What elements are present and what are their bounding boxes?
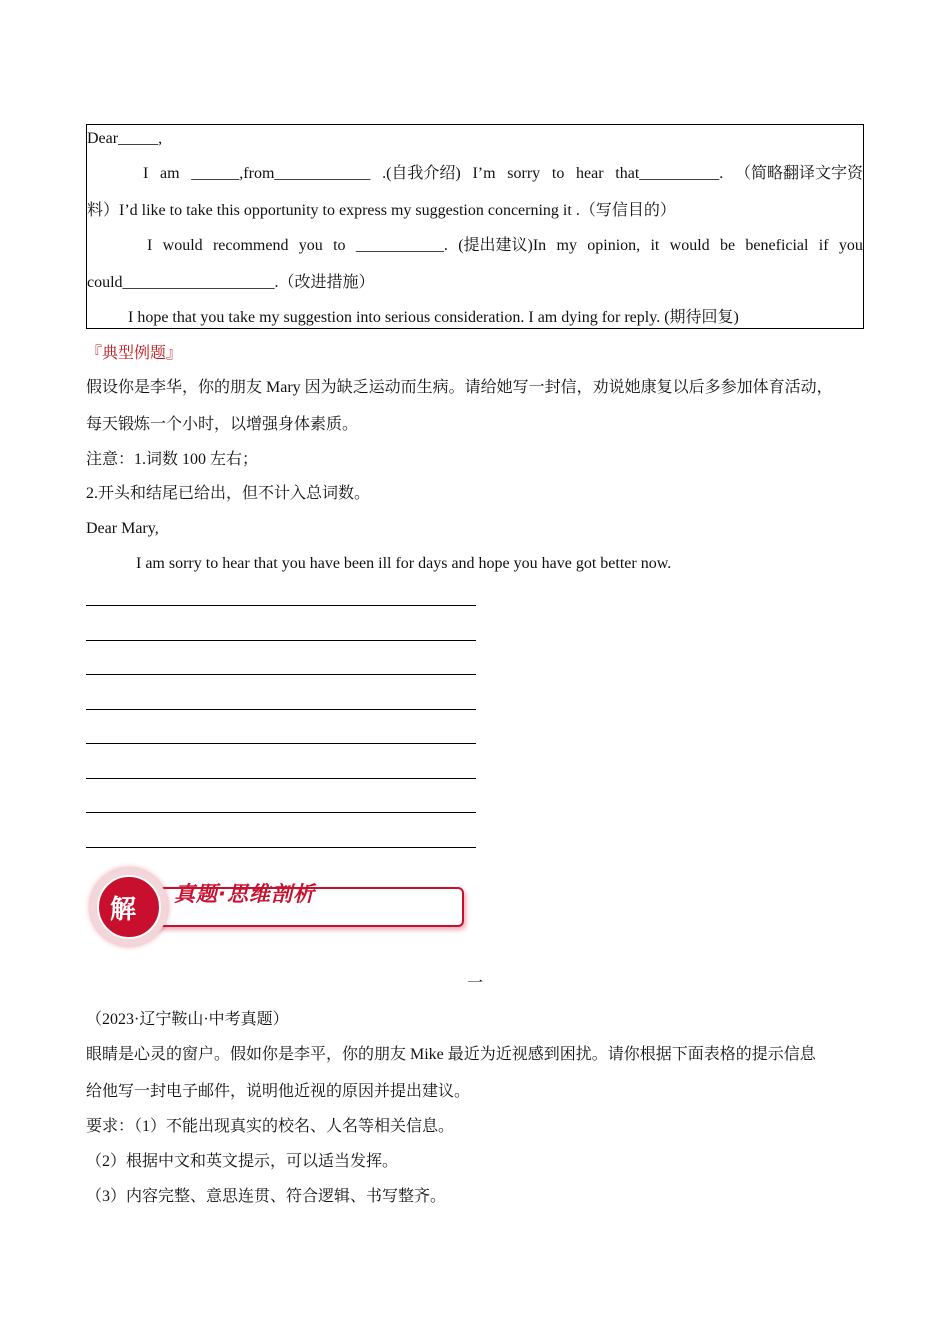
template-word: if <box>818 237 829 254</box>
answer-line[interactable] <box>86 605 476 606</box>
example-salutation: Dear Mary, <box>86 520 159 537</box>
template-word: that__________. <box>615 165 724 182</box>
letter-template-box <box>86 124 864 329</box>
badge-char: 解 <box>110 895 137 925</box>
template-word: recommend <box>212 237 289 254</box>
template-word: to <box>551 165 565 182</box>
question-prompt-line-2: 给他写一封电子邮件，说明他近视的原因并提出建议。 <box>86 1083 471 1100</box>
example-heading: 『典型例题』 <box>86 345 183 362</box>
template-word: .(自我介绍) <box>382 165 461 182</box>
answer-line[interactable] <box>86 709 476 710</box>
example-prompt-line-2: 每天锻炼一个小时，以增强身体素质。 <box>86 416 359 433</box>
answer-line[interactable] <box>86 778 476 779</box>
example-note-1: 注意：1.词数 100 左右； <box>86 451 259 468</box>
template-measures-line: could___________________.（改进措施） <box>87 274 375 291</box>
answer-line[interactable] <box>86 743 476 744</box>
template-word: (提出建议)In <box>458 237 547 254</box>
answer-line[interactable] <box>86 674 476 675</box>
template-word: I <box>143 165 149 182</box>
example-prompt-line-1: 假设你是李华，你的朋友 Mary 因为缺乏运动而生病。请给她写一封信，劝说她康复以后多参加体育活动， <box>86 379 833 396</box>
section-badge <box>88 863 388 943</box>
template-word: to <box>333 237 346 254</box>
template-word: would <box>669 237 710 254</box>
template-word: it <box>650 237 660 254</box>
template-word: be <box>719 237 736 254</box>
badge-title: 真题·思维剖析 <box>174 882 315 906</box>
requirement-3: （3）内容完整、意思连贯、符合逻辑、书写整齐。 <box>86 1188 447 1205</box>
template-word: sorry <box>507 165 541 182</box>
template-word: ___________. <box>355 237 448 254</box>
template-purpose-line: 料）I’d like to take this opportunity to express my suggestion concerning it .（写信目的） <box>87 202 676 219</box>
section-number: 一 <box>466 975 483 992</box>
template-word: beneficial <box>745 237 809 254</box>
question-prompt-line-1: 眼睛是心灵的窗户。假如你是李平，你的朋友 Mike 最近为近视感到困扰。请你根据下面表格的提示信息 <box>86 1046 816 1063</box>
example-note-2: 2.开头和结尾已给出，但不计入总词数。 <box>86 485 371 502</box>
template-word: am <box>160 165 180 182</box>
template-word: ______,from____________ <box>191 165 371 182</box>
template-word: opinion, <box>587 237 641 254</box>
template-word: would <box>162 237 203 254</box>
answer-line[interactable] <box>86 812 476 813</box>
answer-line[interactable] <box>86 847 476 848</box>
template-word: I <box>147 237 153 254</box>
answer-line[interactable] <box>86 640 476 641</box>
template-word: hear <box>576 165 604 182</box>
requirement-1: 要求：（1）不能出现真实的校名、人名等相关信息。 <box>86 1118 455 1135</box>
template-word: my <box>556 237 577 254</box>
template-word: you <box>298 237 323 254</box>
example-opening: I am sorry to hear that you have been ill for days and hope you have got better now. <box>136 555 672 572</box>
template-closing-line: I hope that you take my suggestion into serious consideration. I am dying for reply. (期待回复) <box>128 309 739 326</box>
template-word: I’m <box>472 165 496 182</box>
question-source: （2023·辽宁鞍山·中考真题） <box>86 1011 289 1028</box>
template-salutation: Dear_____, <box>87 130 163 147</box>
template-suggestion-line <box>147 236 863 256</box>
template-word: （简略翻译文字资 <box>734 165 863 182</box>
template-intro-line <box>143 164 863 184</box>
badge-circle <box>97 875 161 939</box>
template-word: you <box>838 237 863 254</box>
requirement-2: （2）根据中文和英文提示，可以适当发挥。 <box>86 1153 399 1170</box>
